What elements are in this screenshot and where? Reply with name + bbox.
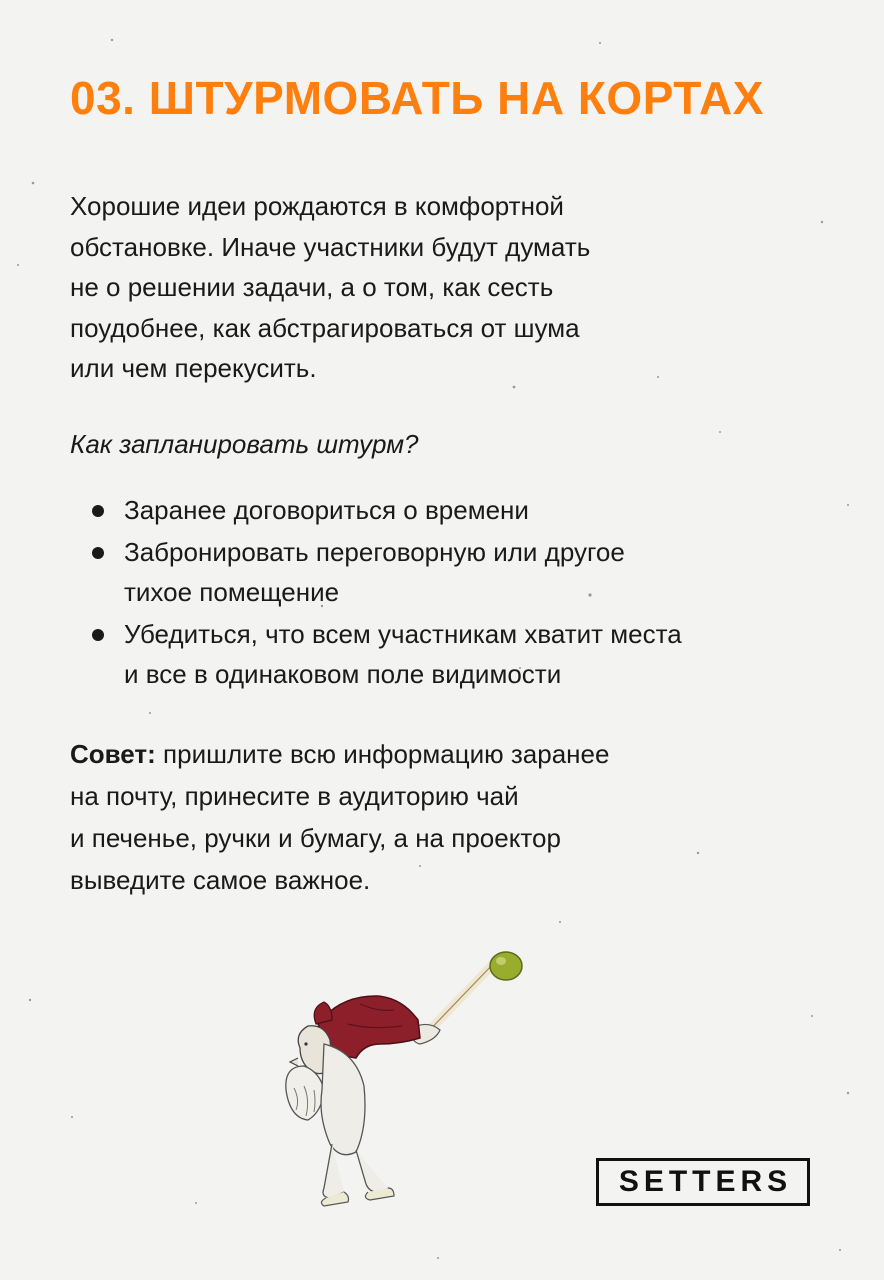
intro-line: Хорошие идеи рождаются в комфортной — [70, 191, 564, 221]
bullet-dot-icon — [92, 547, 104, 559]
bullet-item — [70, 532, 830, 613]
tip-line: на почту, принесите в аудиторию чай — [70, 781, 519, 811]
bullet-item — [70, 490, 830, 531]
bullet-line: Заранее договориться о времени — [124, 495, 529, 525]
intro-line: не о решении задачи, а о том, как сесть — [70, 272, 554, 302]
setters-logo: SETTERS — [596, 1158, 810, 1206]
bullet-line: Забронировать переговорную или другое — [124, 536, 625, 567]
bullet-item — [70, 614, 830, 695]
bullet-line: и все в одинаковом поле видимости — [124, 659, 562, 689]
tip-line — [70, 733, 790, 775]
bullet-line: тихое помещение — [124, 577, 340, 607]
bullet-dot-icon — [92, 629, 104, 641]
intro-line: поудобнее, как абстрагироваться от шума — [70, 312, 580, 343]
bullet-dot-icon — [92, 505, 104, 517]
intro-line: или чем перекусить. — [70, 353, 317, 383]
intro-line: обстановке. Иначе участники будут думать — [70, 231, 591, 262]
bullet-line: Убедиться, что всем участникам хватит места — [124, 618, 682, 649]
medieval-figure-illustration — [260, 940, 550, 1220]
tip-text: пришлите всю информацию заранее — [155, 739, 610, 769]
page-title: 03. ШТУРМОВАТЬ НА КОРТАХ — [70, 72, 764, 124]
tip-paragraph — [70, 733, 790, 901]
tip-line: выведите самое важное. — [70, 865, 371, 895]
question-heading: Как запланировать штурм? — [70, 429, 419, 459]
intro-paragraph — [70, 186, 790, 389]
bullet-list — [70, 490, 830, 696]
tip-line: и печенье, ручки и бумагу, а на проектор — [70, 823, 561, 853]
tip-label: Совет: — [70, 739, 156, 769]
